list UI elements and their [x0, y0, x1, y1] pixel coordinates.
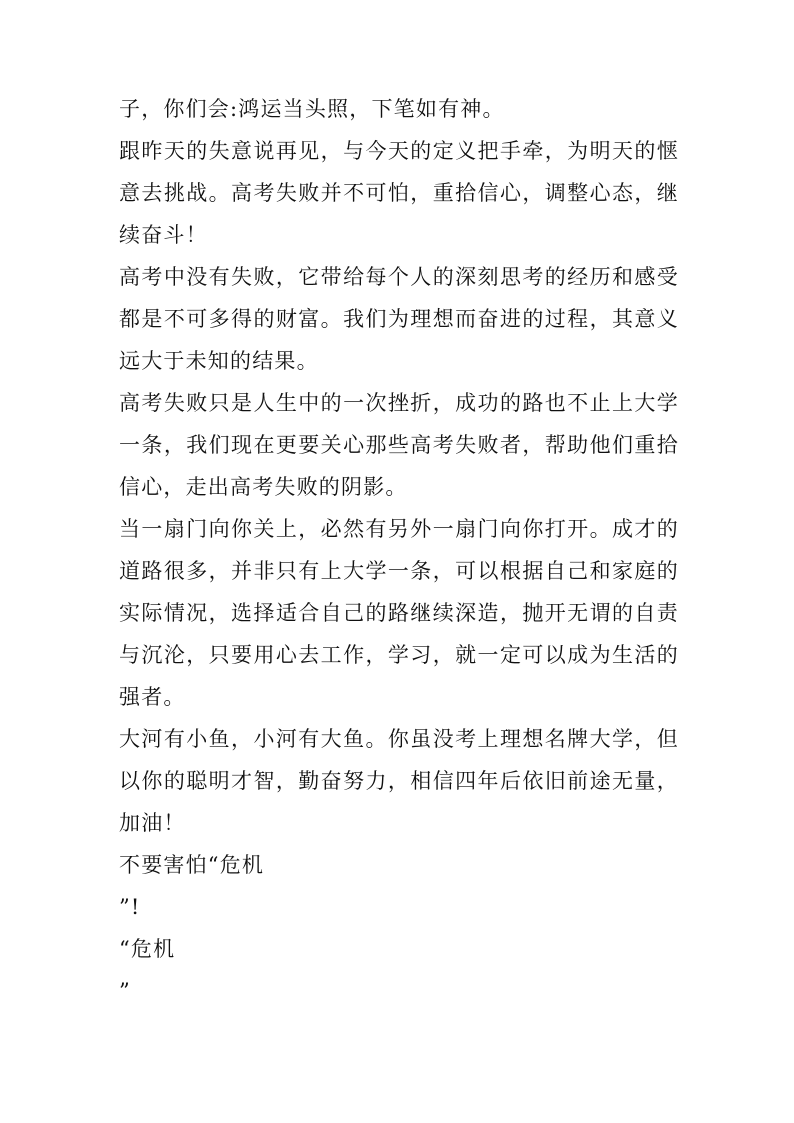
paragraph-8: ”! — [119, 895, 141, 919]
paragraph-2: 跟昨天的失意说再见，与今天的定义把手牵，为明天的惬意去挑战。高考失败并不可怕，重拾信心，调整心态，继续奋斗！ — [119, 139, 679, 247]
paragraph-3: 高考中没有失败，它带给每个人的深刻思考的经历和感受都是不可多得的财富。我们为理想而奋进的过程，其意义远大于未知的结果。 — [119, 265, 679, 373]
document-body — [119, 88, 679, 1012]
paragraph-6: 大河有小鱼，小河有大鱼。你虽没考上理想名牌大学，但以你的聪明才智，勤奋努力，相信四年后依旧前途无量，加油！ — [119, 727, 679, 835]
paragraph-1: 子，你们会:鸿运当头照，下笔如有神。 — [119, 97, 505, 121]
paragraph-4: 高考失败只是人生中的一次挫折，成功的路也不止上大学一条，我们现在更要关心那些高考失败者，帮助他们重拾信心，走出高考失败的阴影。 — [119, 391, 679, 499]
paragraph-5: 当一扇门向你关上，必然有另外一扇门向你打开。成才的道路很多，并非只有上大学一条，可以根据自己和家庭的实际情况，选择适合自己的路继续深造，抛开无谓的自责与沉沦，只要用心去工作，学习，就一定可以成为生活的强者。 — [119, 517, 679, 709]
paragraph-9: “危机 — [119, 937, 176, 961]
paragraph-10: ” — [119, 979, 131, 1003]
paragraph-7: 不要害怕“危机 — [119, 853, 265, 877]
